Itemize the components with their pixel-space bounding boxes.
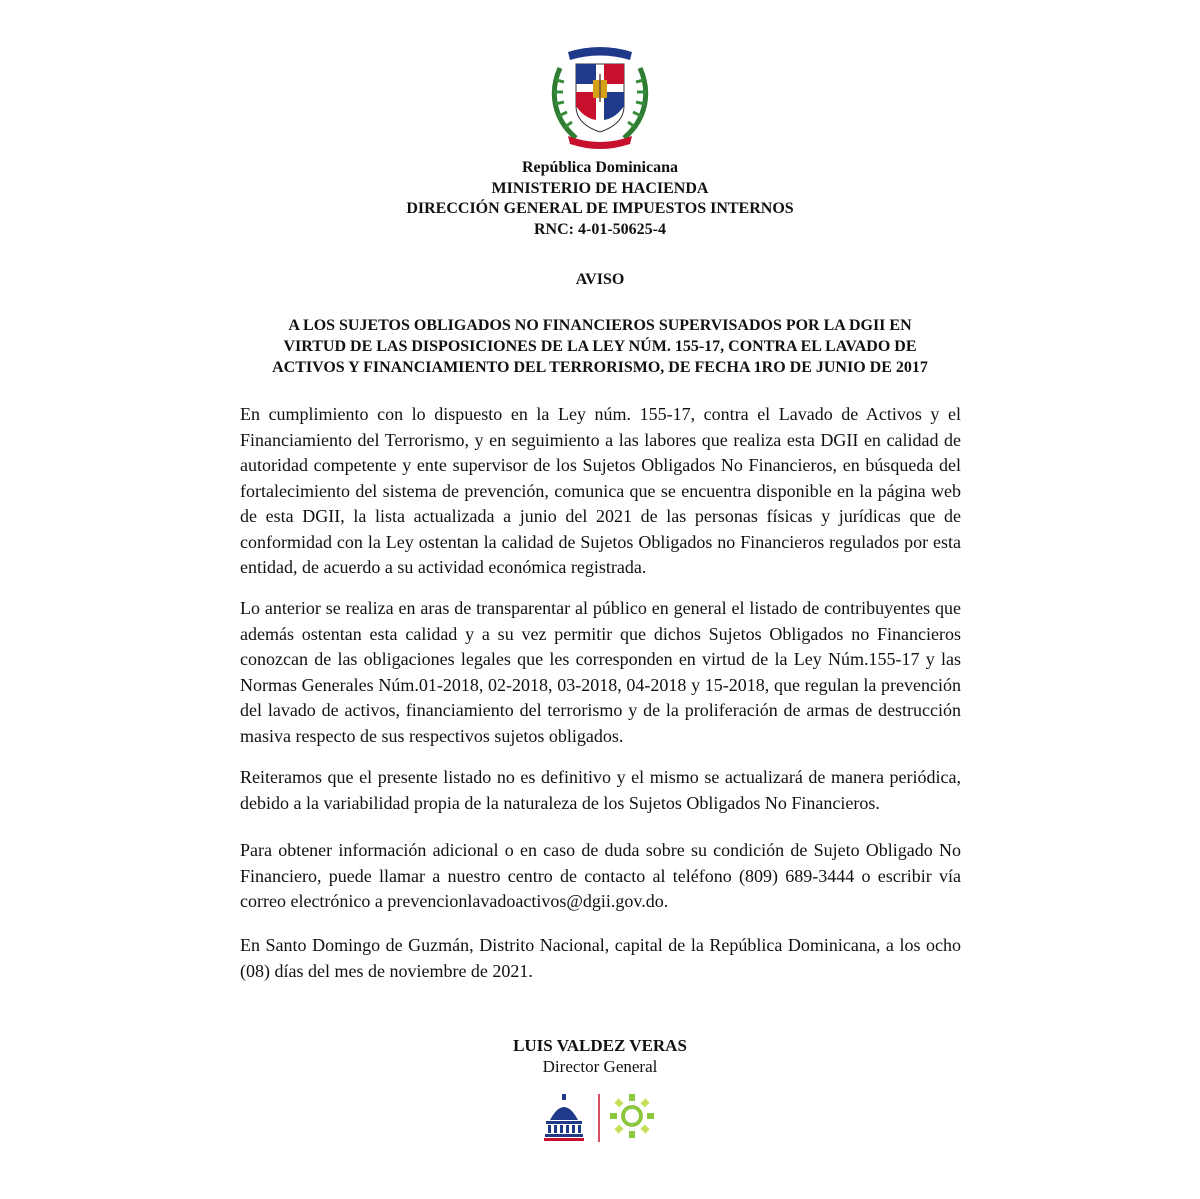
paragraph-transparency: Lo anterior se realiza en aras de transparentar al público en general el listado de contribuyentes que además ostentan esta calidad y a su vez permitir que dichos Sujetos Obligados no Financieros conozcan de las obligaciones legales que les corresponden en virtud de la Ley Núm.155-17 y las Normas Generales Núm.01-2018, 02-2018, 03-2018, 04-2018 y 15-2018, que regulan la prevención del lavado de activos, financiamiento del terrorismo y de la proliferación de armas de destrucción masiva respecto de sus respectivos sujetos obligados. bbox=[240, 598, 961, 746]
paragraph-contact: Para obtener información adicional o en caso de duda sobre su condición de Sujeto Obligado No Financiero, puede llamar a nuestro centro de contacto al teléfono (809) 689-3444 o escribir vía correo electrónico a prevencionlavadoactivos@dgii.gov.do. bbox=[240, 840, 961, 911]
subject-line: ACTIVOS Y FINANCIAMIENTO DEL TERRORISMO, DE FECHA 1RO DE JUNIO DE 2017 bbox=[272, 359, 928, 376]
sun-logo-icon bbox=[610, 1094, 654, 1138]
signer-title: Director General bbox=[542, 1057, 658, 1076]
coat-of-arms-icon bbox=[546, 40, 654, 152]
subject-line: VIRTUD DE LAS DISPOSICIONES DE LA LEY NÚM. 155-17, CONTRA EL LAVADO DE bbox=[283, 338, 917, 355]
agency-name: DIRECCIÓN GENERAL DE IMPUESTOS INTERNOS bbox=[406, 200, 794, 217]
notice-subject bbox=[240, 315, 960, 378]
signer-name: LUIS VALDEZ VERAS bbox=[513, 1036, 687, 1055]
notice-title: AVISO bbox=[575, 271, 625, 288]
paragraph-place-date: En Santo Domingo de Guzmán, Distrito Nacional, capital de la República Dominicana, a los ocho (08) días del mes de noviembre de 2021. bbox=[240, 935, 961, 981]
paragraph-not-definitive: Reiteramos que el presente listado no es definitivo y el mismo se actualizará de manera periódica, debido a la variabilidad propia de la naturaleza de los Sujetos Obligados No Financieros. bbox=[240, 767, 961, 813]
rnc-number: RNC: 4-01-50625-4 bbox=[534, 220, 666, 238]
ministry-name: MINISTERIO DE HACIENDA bbox=[491, 179, 709, 197]
subject-line: A LOS SUJETOS OBLIGADOS NO FINANCIEROS SUPERVISADOS POR LA DGII EN bbox=[288, 317, 912, 334]
government-dome-logo-icon bbox=[544, 1094, 584, 1141]
signature-block bbox=[0, 1035, 1200, 1077]
country-name: República Dominicana bbox=[521, 159, 678, 176]
footer-logos bbox=[540, 1090, 660, 1144]
letterhead bbox=[0, 158, 1200, 240]
paragraph-compliance: En cumplimiento con lo dispuesto en la Ley núm. 155-17, contra el Lavado de Activos y el Financiamiento del Terrorismo, y en seguimiento a las labores que realiza esta DGII en calidad de autoridad competente y ente supervisor de los Sujetos Obligados No Financieros, en búsqueda del fortalecimiento del sistema de prevención, comunica que se encuentra disponible en la página web de esta DGII, la lista actualizada a junio del 2021 de las personas físicas y jurídicas que de conformidad con la Ley ostentan la calidad de Sujetos Obligados no Financieros regulados por esta entidad, de acuerdo a su actividad económica registrada. bbox=[240, 404, 961, 577]
